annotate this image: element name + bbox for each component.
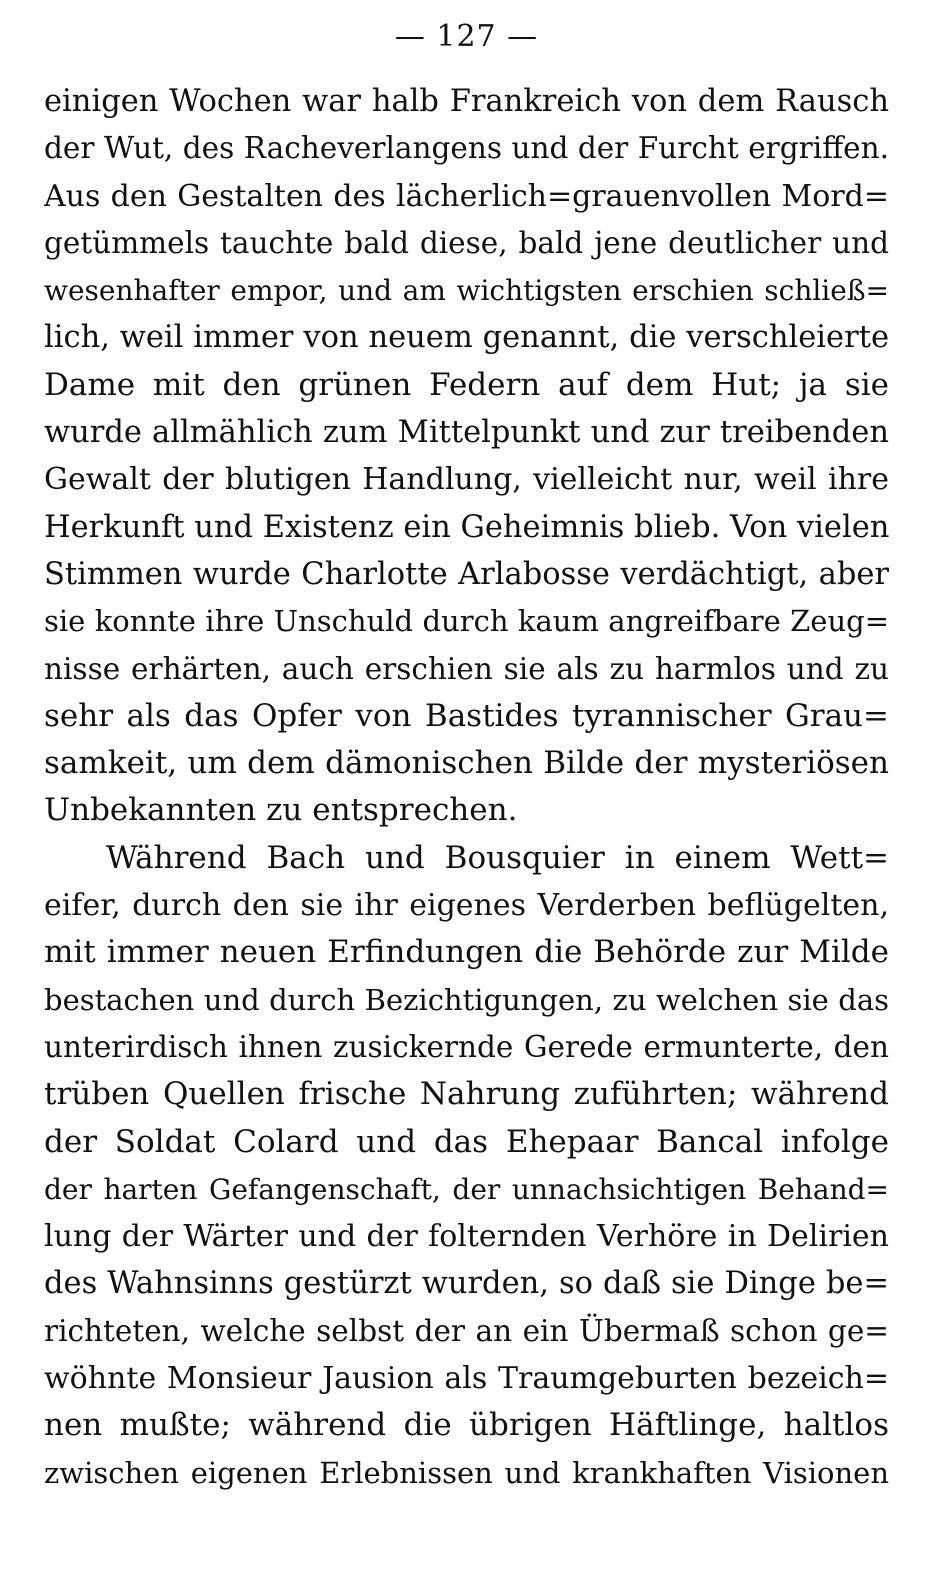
text-line: Herkunft und Existenz ein Geheimnis blieb. Von vielen	[44, 509, 889, 545]
text-line: nen mußte; während die übrigen Häftlinge, haltlos	[44, 1407, 889, 1444]
text-line: des Wahnsinns gestürzt wurden, so daß sie Dinge be=	[44, 1266, 889, 1302]
text-line: einigen Wochen war halb Frankreich von dem Rausch	[44, 84, 889, 119]
paragraph	[44, 78, 889, 835]
text-line: nisse erhärten, auch erschien sie als zu harmlos und zu	[44, 651, 889, 686]
text-line: Stimmen wurde Charlotte Arlabosse verdächtigt, aber	[44, 556, 889, 592]
text-line: sehr als das Opfer von Bastides tyrannischer Grau=	[44, 697, 889, 734]
text-line: mit immer neuen Erfindungen die Behörde zur Milde	[44, 934, 889, 971]
text-line: der Soldat Colard und das Ehepaar Bancal infolge	[44, 1123, 889, 1160]
paragraph	[44, 835, 889, 1497]
text-line: samkeit, um dem dämonischen Bilde der mysteriösen	[44, 745, 889, 782]
text-line: lich, weil immer von neuem genannt, die verschleierte	[44, 320, 889, 356]
body-text	[44, 78, 889, 1497]
text-line: eifer, durch den sie ihr eigenes Verderben beflügelten,	[44, 888, 889, 924]
text-line: Unbekannten zu entsprechen.	[44, 792, 518, 829]
text-line: Während Bach und Bousquier in einem Wett=	[106, 839, 889, 876]
text-line: sie konnte ihre Unschuld durch kaum angreifbare Zeug=	[44, 604, 889, 639]
text-line: zwischen eigenen Erlebnissen und krankhaften Visionen	[44, 1455, 889, 1490]
text-line: wesenhafter empor, und am wichtigsten erschien schließ=	[44, 274, 889, 308]
text-line: Aus den Gestalten des lächerlich=grauenvollen Mord=	[44, 178, 889, 214]
page-number: — 127 —	[394, 18, 539, 54]
text-line: richteten, welche selbst der an ein Übermaß schon ge=	[44, 1313, 889, 1348]
text-line: wöhnte Monsieur Jausion als Traumgeburten bezeich=	[44, 1361, 889, 1397]
text-line: lung der Wärter und der folternden Verhöre in Delirien	[44, 1219, 889, 1255]
text-line: bestachen und durch Bezichtigungen, zu welchen sie das	[44, 982, 889, 1017]
text-line: trüben Quellen frische Nahrung zuführten; während	[44, 1076, 889, 1113]
text-line: unterirdisch ihnen zusickernde Gerede ermunterte, den	[44, 1029, 889, 1064]
text-line: Gewalt der blutigen Handlung, vielleicht nur, weil ihre	[44, 462, 889, 498]
text-line: getümmels tauchte bald diese, bald jene deutlicher und	[44, 225, 889, 260]
text-line: der Wut, des Racheverlangens und der Furcht ergriffen.	[44, 131, 889, 166]
text-line: Dame mit den grünen Federn auf dem Hut; ja sie	[44, 366, 889, 403]
text-line: wurde allmählich zum Mittelpunkt und zur treibenden	[44, 415, 889, 451]
text-line: der harten Gefangenschaft, der unnachsichtigen Behand=	[44, 1172, 889, 1206]
